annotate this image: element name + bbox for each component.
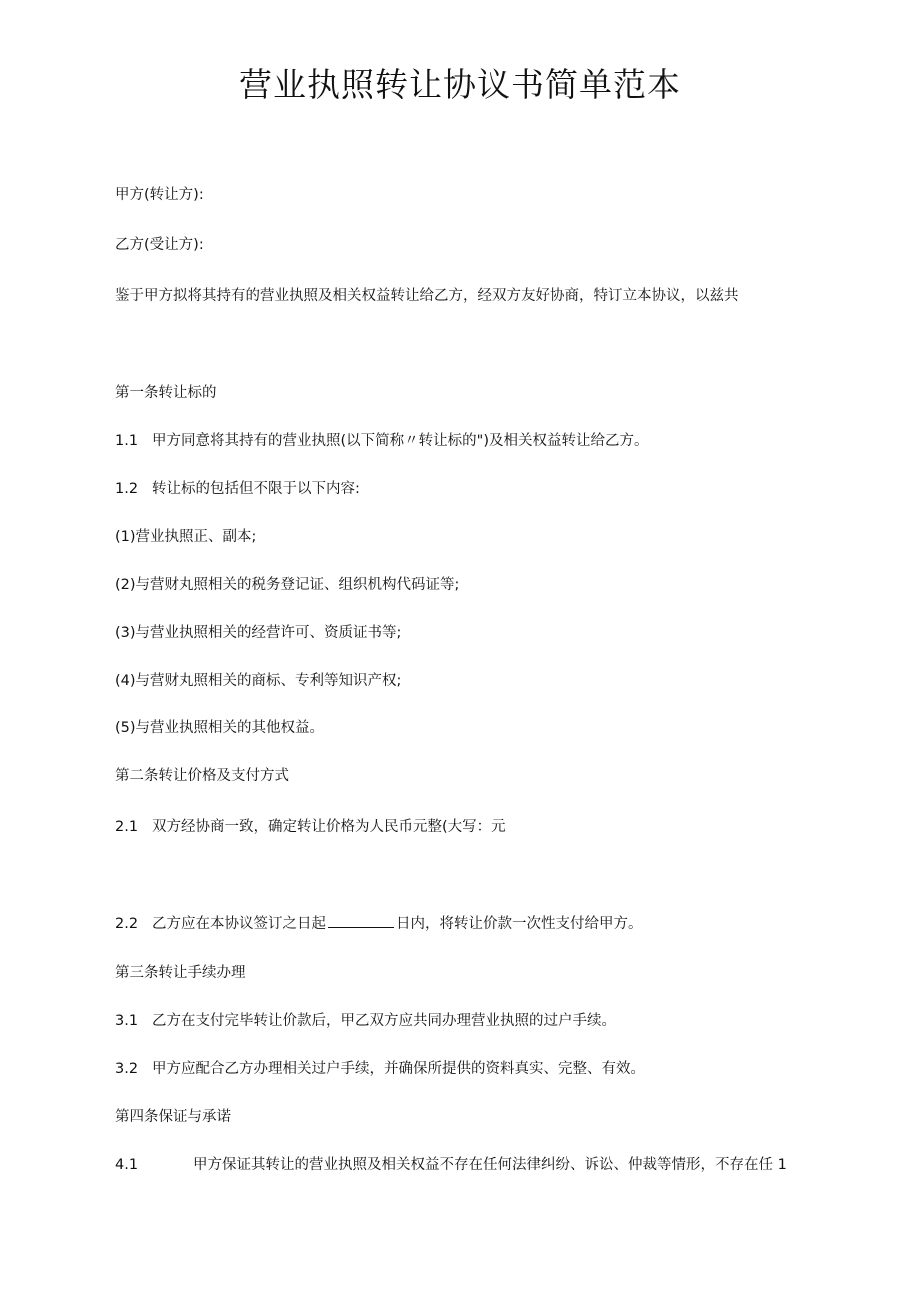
clause-number: 1.1	[115, 433, 139, 449]
clause-text: 甲方同意将其持有的营业执照(以下简称〃转让标的")及相关权益转让给乙方。	[152, 433, 649, 449]
article-4-heading: 第四条保证与承诺	[115, 1109, 231, 1125]
document-title: 营业执照转让协议书简单范本	[239, 65, 681, 104]
list-item: (4)与营财丸照相关的商标、专利等知识产权;	[115, 673, 402, 689]
clause-1-2	[115, 478, 360, 500]
clause-number: 1.2	[115, 481, 139, 497]
fill-in-blank	[328, 913, 394, 928]
clause-number: 3.1	[115, 1013, 139, 1029]
clause-number: 4.1	[115, 1157, 139, 1173]
party-b-line: 乙方(受让方):	[115, 237, 204, 253]
clause-number: 3.2	[115, 1061, 139, 1077]
clause-3-1	[115, 1010, 616, 1032]
clause-text: 甲方保证其转让的营业执照及相关权益不存在任何法律纠纷、诉讼、仲裁等情形，不存在任 1	[193, 1157, 787, 1173]
article-2-heading: 第二条转让价格及支付方式	[115, 768, 289, 784]
clause-1-1	[115, 430, 648, 452]
list-item: (3)与营业执照相关的经营许可、资质证书等;	[115, 625, 402, 641]
list-item: (1)营业执照正、副本;	[115, 529, 257, 545]
list-item: (5)与营业执照相关的其他权益。	[115, 720, 325, 736]
clause-text-before: 乙方应在本协议签订之日起	[152, 916, 326, 932]
preamble-paragraph: 鉴于甲方拟将其持有的营业执照及相关权益转让给乙方，经双方友好协商，特订立本协议，以兹共	[115, 288, 739, 304]
clause-number: 2.1	[115, 819, 139, 835]
clause-2-1	[115, 816, 506, 838]
clause-text: 转让标的包括但不限于以下内容:	[152, 481, 360, 497]
list-item: (2)与营财丸照相关的税务登记证、组织机构代码证等;	[115, 577, 460, 593]
clause-number: 2.2	[115, 916, 139, 932]
clause-4-1	[115, 1154, 787, 1176]
party-a-line: 甲方(转让方):	[115, 187, 204, 203]
article-1-heading: 第一条转让标的	[115, 385, 217, 401]
clause-text-after: 日内，将转让价款一次性支付给甲方。	[396, 916, 643, 932]
clause-2-2	[115, 913, 643, 935]
article-3-heading: 第三条转让手续办理	[115, 965, 246, 981]
clause-3-2	[115, 1058, 645, 1080]
clause-text: 乙方在支付完毕转让价款后，甲乙双方应共同办理营业执照的过户手续。	[152, 1013, 616, 1029]
clause-text: 双方经协商一致，确定转让价格为人民币元整(大写：元	[152, 819, 506, 835]
clause-text: 甲方应配合乙方办理相关过户手续，并确保所提供的资料真实、完整、有效。	[152, 1061, 645, 1077]
